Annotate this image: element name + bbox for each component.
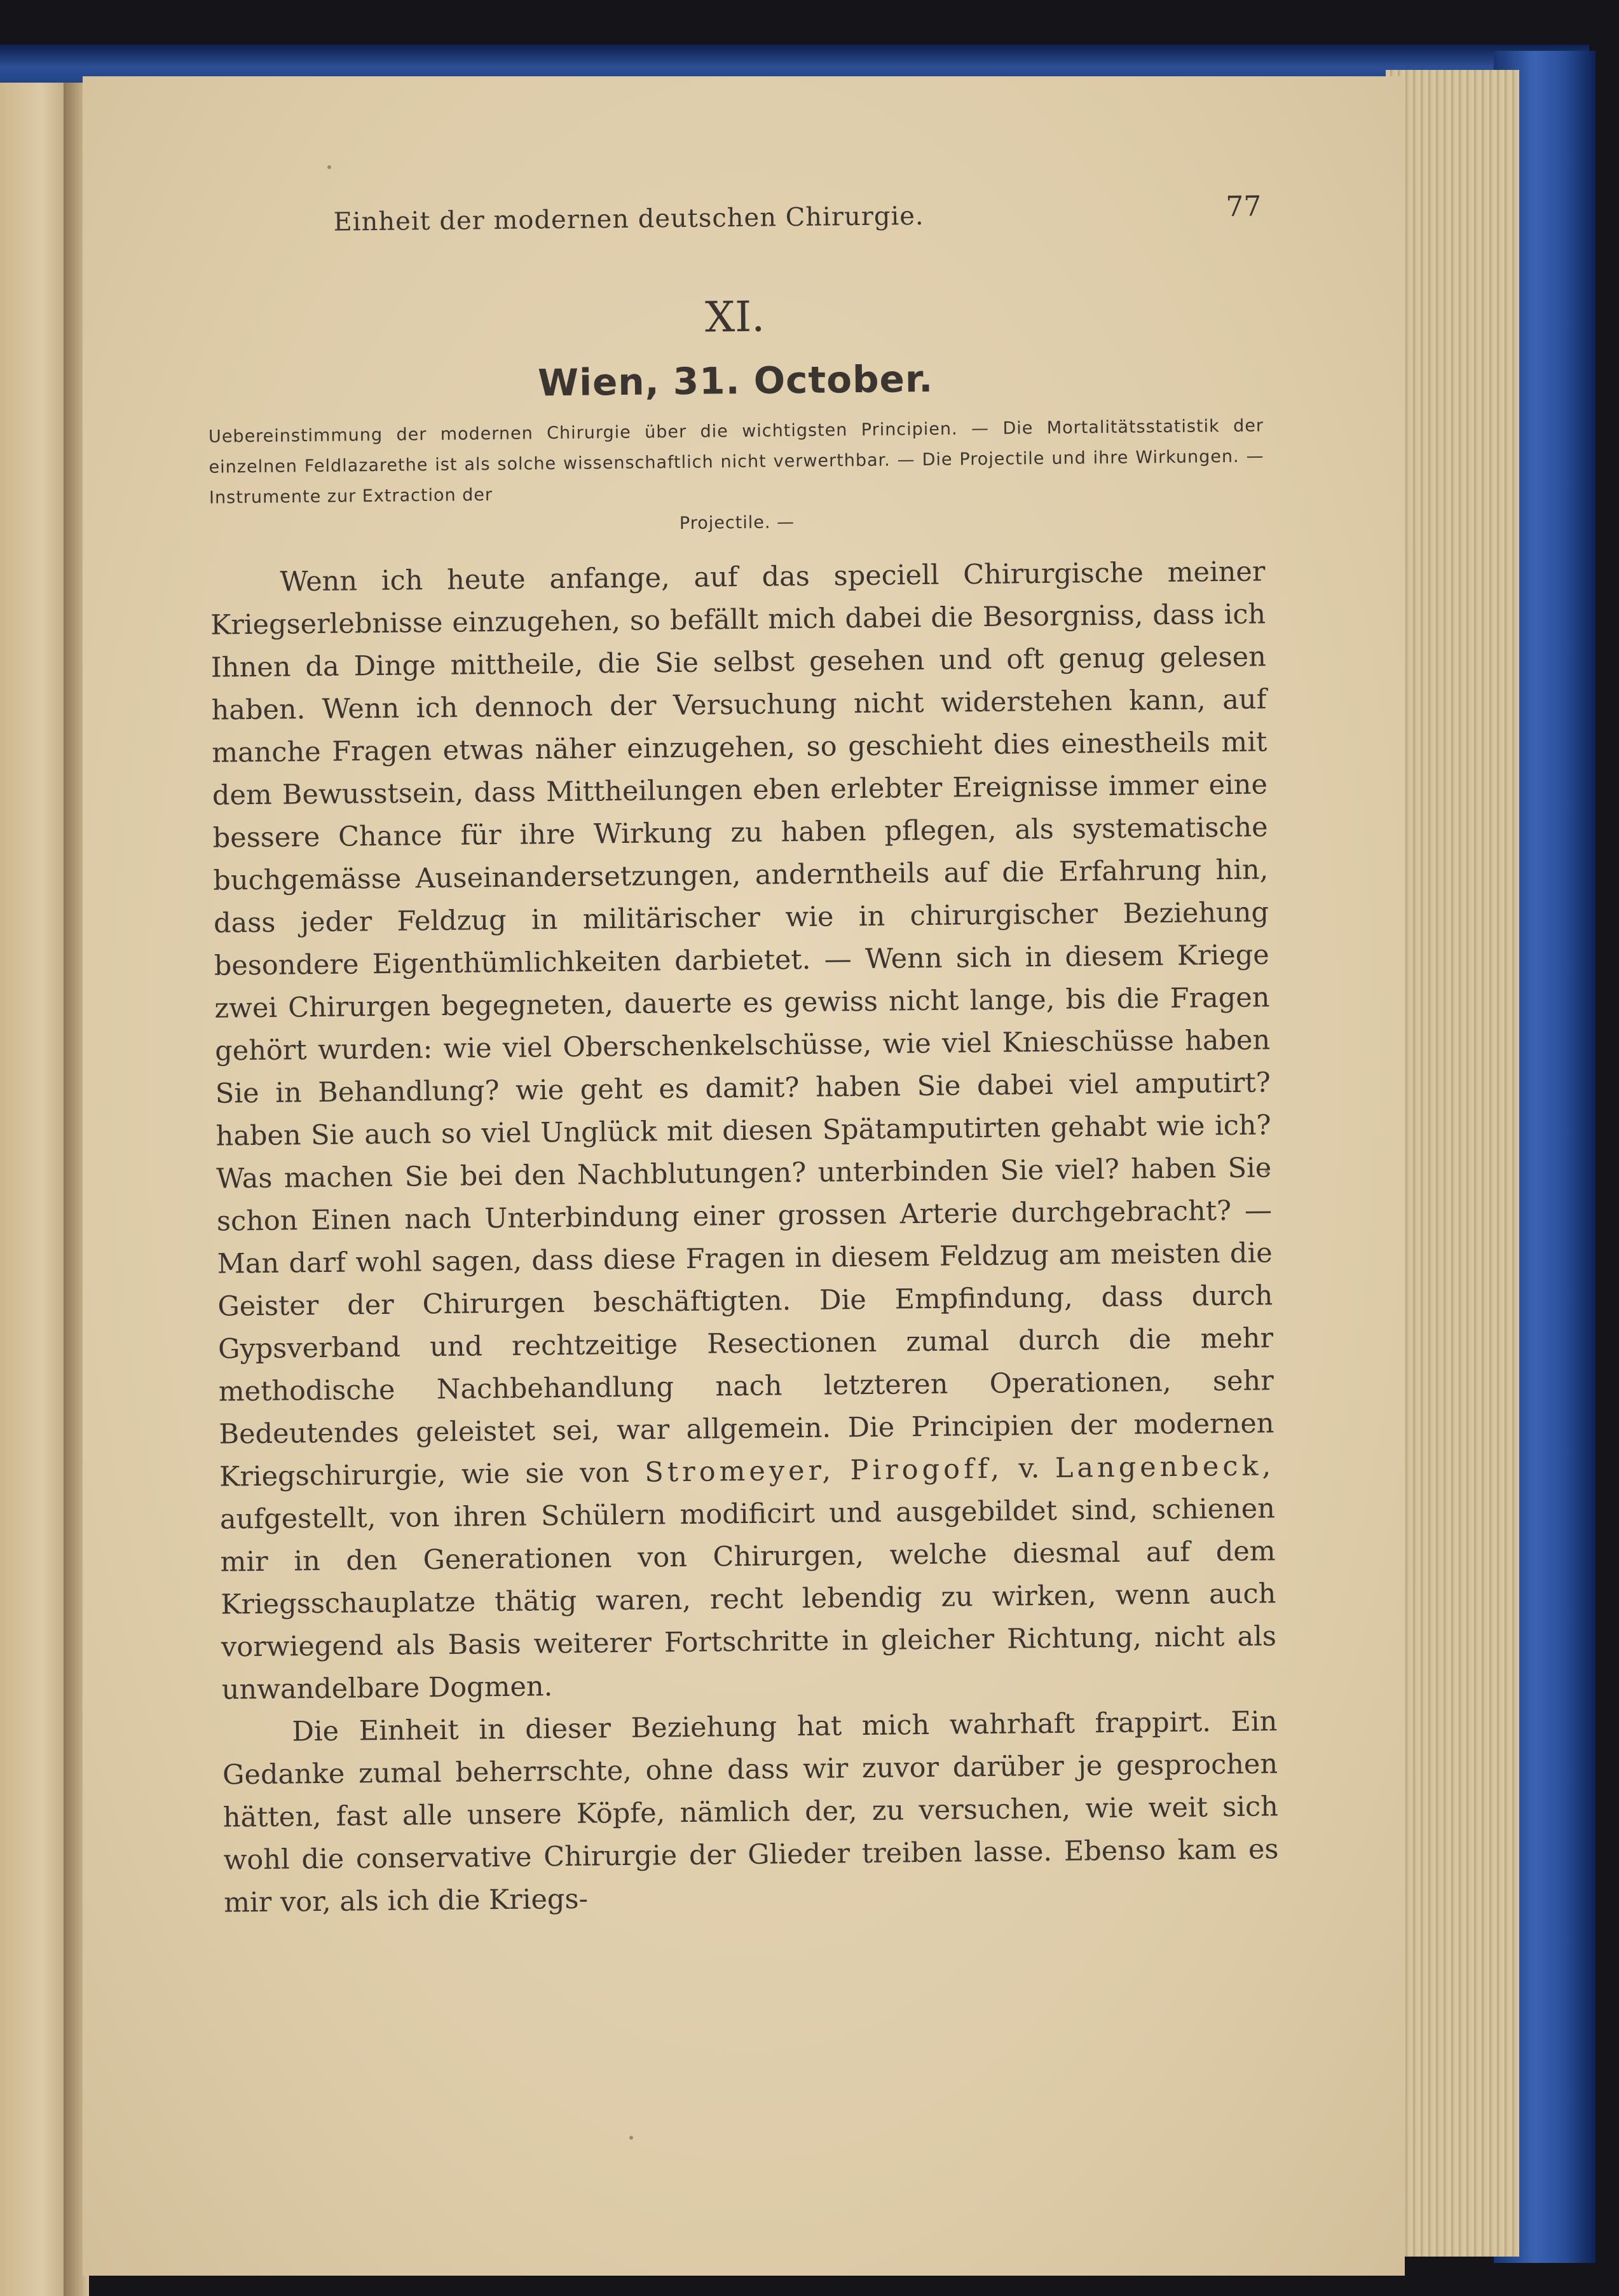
running-head-title: Einheit der modernen deutschen Chirurgie. [333,201,924,237]
chapter-summary-text: Uebereinstimmung der modernen Chirurgie über die wichtigsten Principien. — Die Mortalitätsstatistik der einzelnen Feldlazarethe ist als solche wissenschaftlich nicht verwerthbar. — Die Projectile und ihre Wirkungen. — Instrumente zur Extraction der [208,416,1264,508]
paragraph [210,550,1277,1711]
paragraph-text: Wenn ich heute anfange, auf das speciell Chirurgische meiner Kriegserlebnisse einzugehen, so befällt mich dabei die Besorgniss, dass ich Ihnen da Dinge mittheile, die Sie selbst gesehen und oft genug gelesen haben. Wenn ich dennoch der Versuchung nicht widerstehen kann, auf manche Fragen etwas näher einzugehen, so geschieht dies einestheils mit dem Bewusstsein, dass Mittheilungen eben erlebter Ereignisse immer eine bessere Chance für ihre Wirkung zu haben pflegen, als systematische buchgemässe Auseinandersetzungen, anderntheils auf die Erfahrung hin, dass jeder Feldzug in militärischer wie in chirurgischer Beziehung besondere Eigenthümlichkeiten darbietet. — Wenn sich in diesem Kriege zwei Chirurgen begegneten, dauerte es gewiss nicht lange, bis die Fragen gehört wurden: wie viel Oberschenkelschüsse, wie viel Knieschüsse haben Sie in Behandlung? wie geht es damit? haben Sie dabei viel amputirt? haben Sie auch so viel Unglück mit diesen Spätamputirten gehabt wie ich? Was machen Sie bei den Nachblutungen? unterbinden Sie viel? haben Sie schon Einen nach Unterbindung einer grossen Arterie durchgebracht? — Man darf wohl sagen, dass diese Fragen in diesem Feldzug am meisten die Geister der Chirurgen beschäftigten. Die Empfindung, dass durch Gypsverband und rechtzeitige Resectionen zumal durch die mehr methodische Nachbehandlung nach letzteren Operationen, sehr Bedeutendes geleistet sei, war allgemein. Die Principien der modernen Kriegschirurgie, wie sie von [210,556,1274,1493]
paper-speck [327,165,331,169]
chapter-number: XI. [704,292,765,342]
person-name: Langenbeck, [1055,1450,1275,1484]
paragraph [222,1700,1279,1924]
name-prefix: v. [1018,1452,1040,1485]
person-name: Pirogoff, [850,1452,1004,1487]
page-block-edges [1386,70,1519,2257]
paper-speck [629,2136,633,2140]
running-head [206,190,1262,247]
body-text [210,550,1279,1924]
left-page-edge [0,83,70,2296]
chapter-summary-end: Projectile. — [679,512,795,534]
paragraph-text: aufgestellt, von ihren Schülern modificirt und ausgebildet sind, schienen mir in den Generationen von Chirurgen, welche diesmal auf dem Kriegsschauplatze thätig waren, recht lebendig zu wirken, wenn auch vorwiegend als Basis weiterer Fortschritte in gleicher Richtung, nicht als unwandelbare Dogmen. [219,1493,1277,1706]
chapter-title: Wien, 31. October. [537,357,934,405]
person-name: Stromeyer, [645,1454,835,1489]
chapter-summary [208,411,1265,543]
page-number: 77 [1226,190,1262,223]
paragraph-text: Die Einheit in dieser Beziehung hat mich wahrhaft frappirt. Ein Gedanke zumal beherrschte, ohne dass wir zuvor darüber je gesprochen hätten, fast alle unsere Köpfe, nämlich der, zu versuchen, wie weit sich wohl die conservative Chirurgie der Glieder treiben lasse. Ebenso kam es mir vor, als ich die Kriegs- [222,1705,1279,1919]
book-page [83,76,1405,2276]
